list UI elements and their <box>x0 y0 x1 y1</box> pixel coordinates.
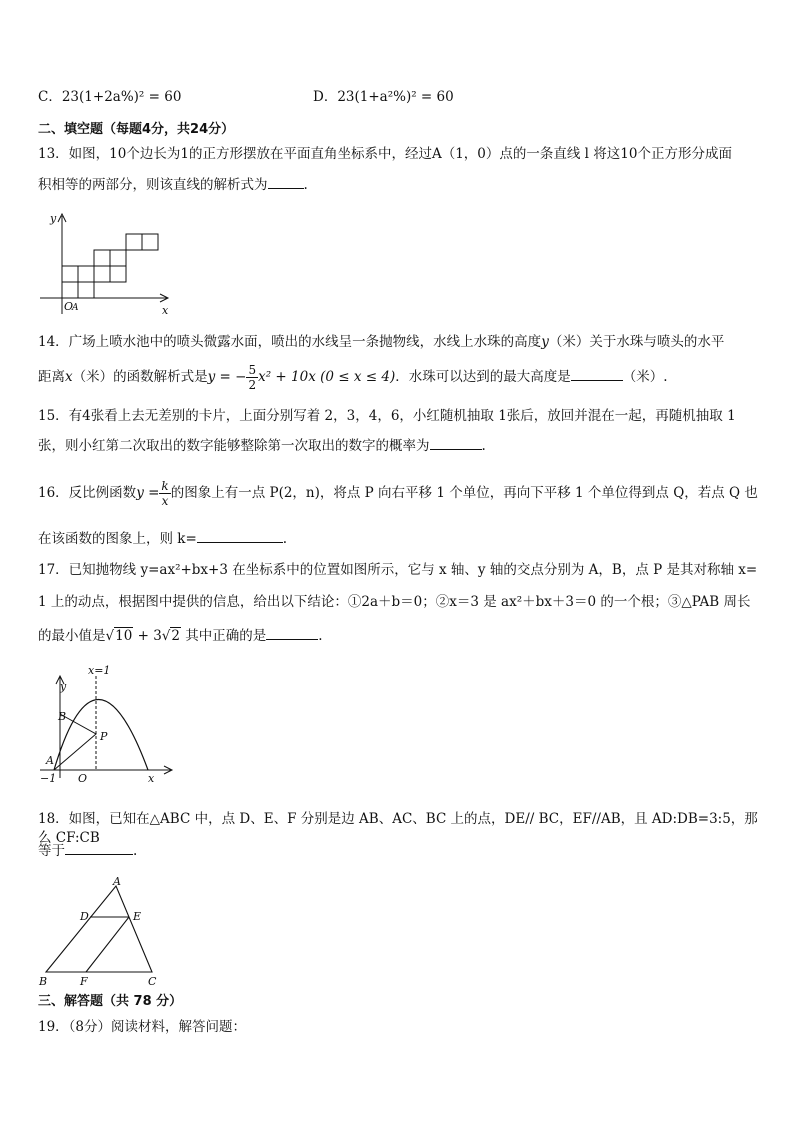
q16-fraction: $\frac{k}{x}$ <box>161 479 169 508</box>
q15-line2: 张，则小红第二次取出的数字能够整除第一次取出的数字的概率为 . <box>38 438 486 454</box>
q17-figure <box>36 664 178 786</box>
fig13-a-label: A <box>72 303 79 313</box>
q18-figure <box>34 874 168 990</box>
fig18-c-label: C <box>148 975 157 988</box>
q17-line1: 17．已知抛物线 y=ax²+bx+3 在坐标系中的位置如图所示，它与 x 轴、y 轴的交点分别为 A，B，点 P 是其对称轴 x= <box>38 562 758 578</box>
fig17-b-label: B <box>58 710 67 723</box>
q17-line3: 的最小值是√10 + 3√2 其中正确的是 . <box>38 628 323 644</box>
q17-line2: 1 上的动点，根据图中提供的信息，给出以下结论：①2a＋b＝0；②x＝3 是 ax²＋bx＋3＝0 的一个根；③△PAB 周长 <box>38 594 751 610</box>
q17-sqrt-2: 2 <box>171 628 180 644</box>
fig17-p-label: P <box>100 730 108 743</box>
q12-options <box>38 88 758 107</box>
option-d-expr: 23(1+a²%)² = 60 <box>337 89 454 105</box>
q15-answer-blank[interactable] <box>430 437 482 450</box>
fig13-x-label: x <box>162 304 169 317</box>
q13-figure <box>38 208 178 328</box>
fig13-y-label: y <box>50 212 57 225</box>
q18-line1: 18．如图，已知在△ABC 中，点 D、E、F 分别是边 AB、AC、BC 上的点，DE// BC，EF//AB，且 AD:DB=3:5，那么 CF:CB <box>38 811 758 846</box>
option-d-label: D． <box>313 89 338 105</box>
fig18-a-label: A <box>113 875 121 888</box>
fig17-axis-label: x=1 <box>88 664 111 677</box>
section-3-title: 三、解答题（共 78 分） <box>38 994 183 1009</box>
section-2-title: 二、填空题（每题4分，共24分） <box>38 122 235 137</box>
q16-line1: 16．反比例函数y = $\frac{k}{x}$ 的图象上有一点 P(2，n)，将点 P 向右平移 1 个单位，再向下平移 1 个单位得到点 Q，若点 Q 也 <box>38 479 758 508</box>
fig17-x-label: x <box>148 772 155 785</box>
q17-answer-blank[interactable] <box>266 627 318 640</box>
q18-line2: 等于 . <box>38 843 138 859</box>
q19-line1: 19．（8分）阅读材料，解答问题： <box>38 1019 247 1035</box>
q15-line1: 15．有4张看上去无差别的卡片，上面分别写着 2，3，4，6，小红随机抽取 1张后，放回并混在一起，再随机抽取 1 <box>38 408 736 424</box>
fig18-d-label: D <box>80 910 89 923</box>
q14-fraction: $\frac{5}{2}$ <box>248 363 257 392</box>
fig17-a-label: A <box>46 754 54 767</box>
fig13-o-label: O <box>64 300 74 313</box>
fig18-b-label: B <box>39 975 48 988</box>
q14-line1: 14．广场上喷水池中的喷头微露水面，喷出的水线呈一条抛物线，水线上水珠的高度y（米）关于水珠与喷头的水平 <box>38 334 725 350</box>
q14-answer-blank[interactable] <box>571 368 623 381</box>
q17-sqrt-10: 10 <box>115 628 133 644</box>
q16-line2: 在该函数的图象上，则 k= . <box>38 531 288 547</box>
fig18-e-label: E <box>133 910 142 923</box>
fig17-o-label: O <box>78 772 88 785</box>
option-c-label: C． <box>38 89 62 105</box>
fig17-minus1-label: −1 <box>40 772 57 785</box>
q16-answer-blank[interactable] <box>197 530 283 543</box>
option-c-expr: 23(1+2a%)² = 60 <box>61 89 182 105</box>
q13-answer-blank[interactable] <box>268 176 304 189</box>
q14-line2: 距离x（米）的函数解析式是y = − $\frac{5}{2}$ x² + 10x (0 ≤ x ≤ 4)．水珠可以达到的最大高度是 （米）. <box>38 363 668 392</box>
fig17-y-label: y <box>60 680 67 693</box>
q13-line2: 积相等的两部分，则该直线的解析式为 . <box>38 177 308 193</box>
q18-answer-blank[interactable] <box>65 842 133 855</box>
fig18-f-label: F <box>80 975 88 988</box>
q13-line1: 13．如图，10个边长为1的正方形摆放在平面直角坐标系中，经过A（1，0）点的一条直线 l 将这10个正方形分成面 <box>38 146 732 162</box>
